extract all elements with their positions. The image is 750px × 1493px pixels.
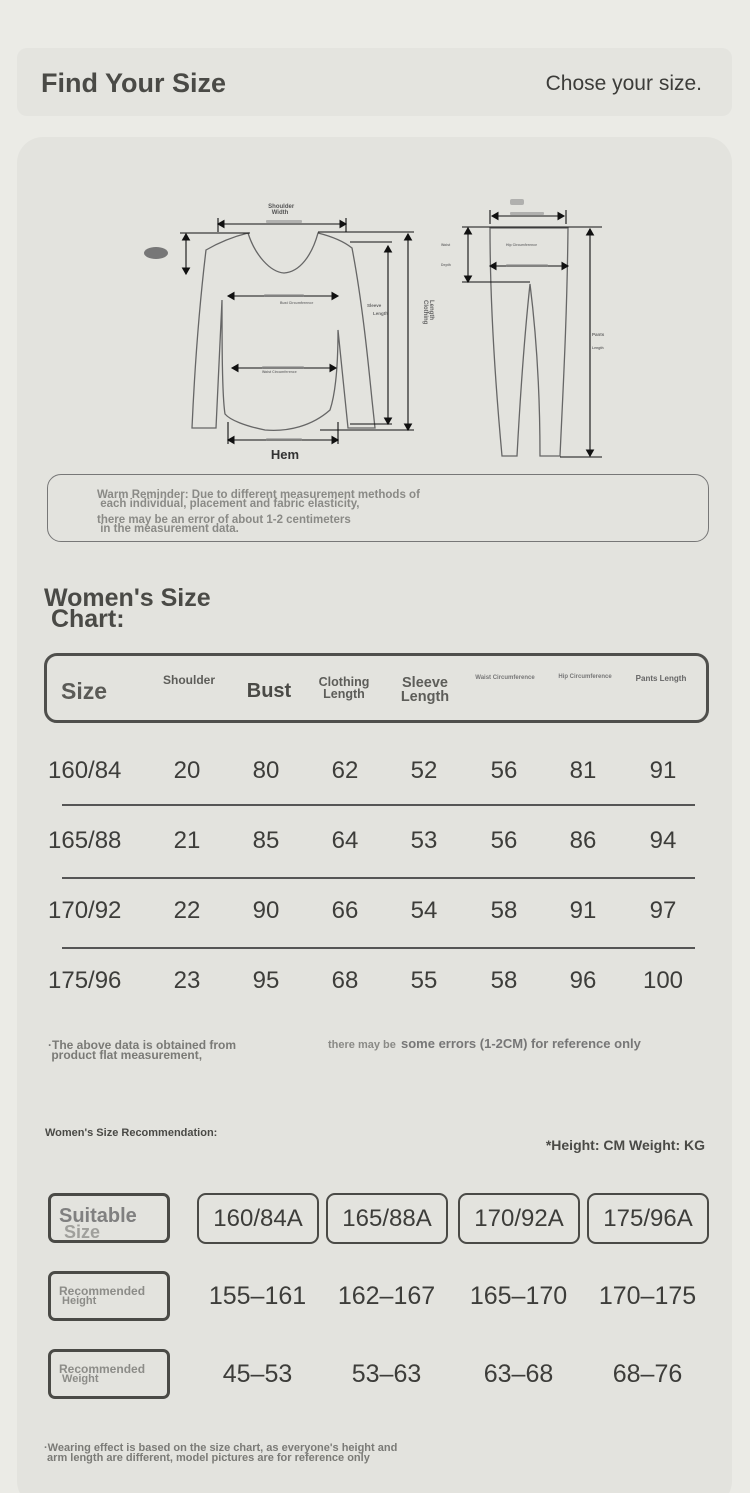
cell-shoulder: 23 [173,967,201,994]
header-clothing-length: Clothing Length [318,675,370,701]
height-range: 155–161 [208,1282,307,1310]
cell-hip: 86 [569,827,597,854]
header-hip-circumference: Hip Circumference [558,674,612,680]
chart-note: ·The above data is obtained from product flat measurement, [48,1038,237,1063]
label-clothing: Clothing Length [422,300,434,325]
cell-pants-length: 97 [649,897,677,924]
cell-waist: 56 [490,827,518,854]
footer-note: ·Wearing effect is based on the size chart, as everyone's height and arm length are different, model pictures are for reference only [44,1442,398,1465]
cell-sleeve-length: 52 [410,757,438,784]
cell-hip: 81 [569,757,597,784]
label-suitable-size: Suitable Size [48,1193,170,1243]
label-pants: Pants Length [592,332,605,350]
height-range: 170–175 [598,1282,697,1310]
weight-range: 53–63 [351,1360,422,1388]
size-option-170-92a: 170/92A [458,1193,580,1244]
reminder-line: Warm Reminder: Due to different measurement methods of [97,489,420,501]
cell-pants-length: 91 [649,757,677,784]
cell-clothing-length: 66 [331,897,359,924]
cell-sleeve-length: 55 [410,967,438,994]
garment-diagram [0,0,750,470]
reminder-line: in the measurement data. [97,523,239,535]
recommendation-unit: *Height: CM Weight: KG [545,1137,705,1153]
weight-range: 63–68 [483,1360,554,1388]
cell-clothing-length: 68 [331,967,359,994]
label-sleeve: Sleeve Length [367,303,388,316]
size-chart-title: Women's Size Chart: [44,584,211,634]
cell-pants-length: 100 [642,967,684,994]
page-subtitle: Chose your size. [545,72,702,95]
header-bust: Bust [246,680,292,702]
header-size: Size [61,678,108,704]
cell-size: 170/92 [48,897,122,924]
cell-shoulder: 22 [173,897,201,924]
cell-clothing-length: 64 [331,827,359,854]
label-shoulder-width: Shoulder Width [268,204,295,216]
reminder-line: there may be an error of about 1-2 centimeters [97,514,351,526]
cell-pants-length: 94 [649,827,677,854]
cell-waist: 56 [490,757,518,784]
row-divider [62,947,695,949]
cell-waist: 58 [490,967,518,994]
cell-bust: 95 [252,967,280,994]
row-divider [62,804,695,806]
cell-shoulder: 21 [173,827,201,854]
recommendation-title: Women's Size Recommendation: [45,1127,218,1139]
brand-logo-icon [144,247,168,259]
label-hip: Hip Circumference [506,243,538,247]
chart-note-part: some errors (1-2CM) for reference only [401,1036,641,1051]
height-range: 162–167 [337,1282,436,1310]
cell-size: 175/96 [48,967,122,994]
weight-range: 45–53 [222,1360,293,1388]
cell-bust: 85 [252,827,280,854]
size-option-160-84a: 160/84A [197,1193,319,1244]
header-sleeve-length: Sleeve Length [400,675,450,705]
cell-size: 160/84 [48,757,122,784]
chart-note-part: there may be [328,1039,396,1051]
cell-size: 165/88 [48,827,122,854]
size-option-165-88a: 165/88A [326,1193,448,1244]
size-option-175-96a: 175/96A [587,1193,709,1244]
label-recommended-weight: Recommended Weight [48,1349,170,1399]
cell-sleeve-length: 54 [410,897,438,924]
cell-sleeve-length: 53 [410,827,438,854]
label-waist-short: Waist [441,243,451,247]
page-title: Find Your Size [41,68,227,98]
top-outline [192,233,375,430]
cell-hip: 96 [569,967,597,994]
cell-shoulder: 20 [173,757,201,784]
row-divider [62,877,695,879]
cell-bust: 90 [252,897,280,924]
cell-clothing-length: 62 [331,757,359,784]
size-table-header [44,653,709,723]
pants-outline [490,228,568,456]
cell-hip: 91 [569,897,597,924]
header-waist-circumference: Waist Circumference [475,675,535,681]
header-shoulder: Shoulder [162,673,215,687]
label-depth: Depth [441,263,451,267]
label-recommended-height: Recommended Height [48,1271,170,1321]
label-waist: Waist Circumference [262,370,297,374]
label-hem: Hem [270,447,300,462]
warm-reminder-box [47,474,709,542]
label-bust: Bust Circumference [280,301,314,305]
reminder-line: each individual, placement and fabric elasticity, [97,498,360,510]
weight-range: 68–76 [612,1360,683,1388]
cell-bust: 80 [252,757,280,784]
height-range: 165–170 [469,1282,568,1310]
header-pants-length: Pants Length [635,674,687,683]
cell-waist: 58 [490,897,518,924]
